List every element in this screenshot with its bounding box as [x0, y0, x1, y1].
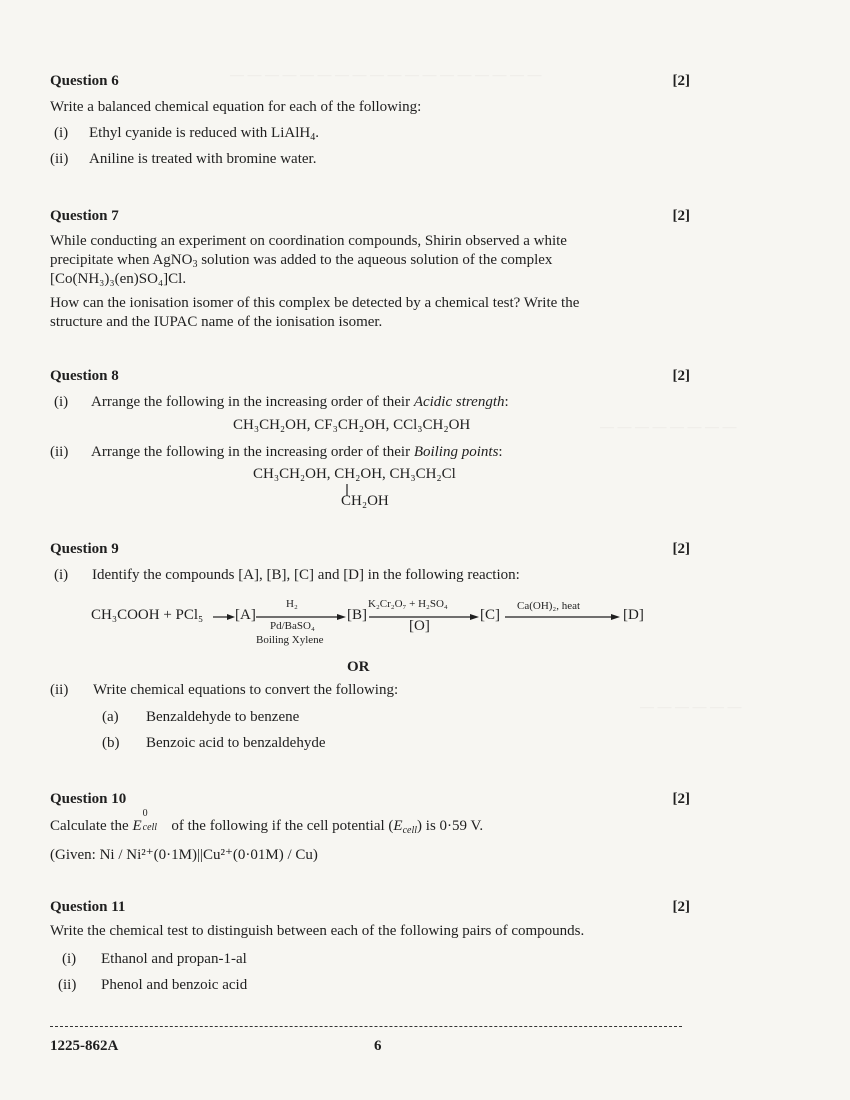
q8-i-number: (i) — [54, 394, 69, 410]
q8-i-text: Arrange the following in the increasing order of their Acidic strength: — [91, 394, 509, 410]
question-7-header — [50, 208, 690, 228]
question-10-title: Question 10 — [50, 791, 127, 807]
q8-ii-emphasis: Boiling points — [413, 444, 499, 460]
reaction-start: CH₃COOH + PCl₅ — [91, 607, 204, 623]
q9-ii-b-number: (b) — [102, 735, 120, 751]
q11-item-i-text: Ethanol and propan-1-al — [101, 951, 247, 967]
q10-e-subscript: cell — [142, 822, 158, 833]
q9-ii-a-number: (a) — [102, 709, 119, 725]
q11-item-ii-number: (ii) — [58, 977, 77, 993]
q10-e-symbol: E — [132, 818, 142, 834]
footer-page-number: 6 — [374, 1038, 382, 1054]
question-7-title: Question 7 — [50, 208, 119, 224]
q6-item-ii-text: Aniline is treated with bromine water. — [89, 151, 317, 167]
q9-ii-text: Write chemical equations to convert the following: — [93, 682, 399, 698]
q6-item-i-subscript: 4 — [310, 132, 316, 143]
q8-ii-compounds: CH₃CH₂OH, CH₂OH, CH₃CH₂Cl — [253, 466, 456, 482]
question-11-prompt: Write the chemical test to distinguish between each of the following pairs of compounds. — [50, 923, 585, 939]
question-7-line-2 — [50, 252, 552, 270]
reaction-C: [C] — [480, 607, 500, 623]
q7-line-2-b: solution was added to the aqueous solution of the complex — [197, 252, 553, 268]
reaction-step2-reagent: K₂Cr₂O₇ + H₂SO₄ — [368, 598, 448, 610]
q8-ii-prompt: Arrange the following in the increasing order of their — [91, 444, 414, 460]
question-7-line-4: How can the ionisation isomer of this complex be detected by a chemical test? Write the — [50, 295, 580, 311]
footer-paper-code: 1225-862A — [50, 1038, 119, 1054]
reaction-B: [B] — [347, 607, 367, 623]
q8-i-compounds: CH₃CH₂OH, CF₃CH₂OH, CCl₃CH₂OH — [233, 417, 471, 433]
reaction-step3-reagent: Ca(OH)₂, heat — [517, 600, 581, 612]
question-6-marks: [2] — [672, 73, 690, 89]
question-7-line-5: structure and the IUPAC name of the ionisation isomer. — [50, 314, 383, 330]
footer-rule — [50, 1026, 682, 1027]
question-6-header — [50, 73, 690, 93]
question-6-title: Question 6 — [50, 73, 119, 89]
reaction-step1-reagent: H₂ — [286, 598, 298, 610]
q10-text-c: ) is 0·59 V. — [417, 818, 484, 834]
question-11-title: Question 11 — [50, 899, 126, 915]
q9-i-text: Identify the compounds [A], [B], [C] and [D] in the following reaction: — [92, 567, 520, 583]
question-7-line-1: While conducting an experiment on coordination compounds, Shirin observed a white — [50, 233, 567, 249]
question-11-marks: [2] — [672, 899, 690, 915]
show-through-text: — — — — — — — — — [600, 420, 737, 435]
reaction-arrow-0 — [213, 614, 235, 620]
q7-line-2-subscript: 3 — [192, 259, 198, 270]
q10-text-a: Calculate the — [50, 818, 133, 834]
reaction-A: [A] — [235, 607, 256, 623]
q10-text-b: of the following if the cell potential ( — [167, 818, 394, 834]
question-8-marks: [2] — [672, 368, 690, 384]
q8-ii-number: (ii) — [50, 444, 69, 460]
q10-e-superscript: 0 — [142, 808, 148, 819]
question-11-header — [50, 899, 690, 919]
q11-item-i-number: (i) — [62, 951, 77, 967]
question-10-given: (Given: Ni / Ni²⁺(0·1M)||Cu²⁺(0·01M) / Cu) — [50, 847, 318, 863]
q10-e2-symbol: E — [393, 818, 403, 834]
q8-i-prompt: Arrange the following in the increasing order of their — [91, 394, 414, 410]
reaction-step1-catalyst: Pd/BaSO₄ — [270, 620, 315, 632]
reaction-D: [D] — [623, 607, 644, 623]
reaction-step2-oxidation: [O] — [409, 618, 430, 634]
q9-ii-b-text: Benzoic acid to benzaldehyde — [146, 735, 326, 751]
question-7-marks: [2] — [672, 208, 690, 224]
q6-item-i-text — [89, 125, 319, 143]
q6-item-ii-number: (ii) — [50, 151, 69, 167]
question-7-complex: [Co(NH₃)₃(en)SO₄]Cl. — [50, 271, 187, 287]
q9-i-number: (i) — [54, 567, 69, 583]
question-9-marks: [2] — [672, 541, 690, 557]
q9-or: OR — [347, 659, 370, 675]
q11-item-ii-text: Phenol and benzoic acid — [101, 977, 248, 993]
q7-line-2-a: precipitate when AgNO — [50, 252, 193, 268]
q6-item-i-end: . — [315, 125, 319, 141]
question-10-statement — [50, 808, 484, 836]
question-9-header — [50, 541, 690, 561]
question-8-header — [50, 368, 690, 388]
question-10-marks: [2] — [672, 791, 690, 807]
reaction-arrow-3 — [505, 614, 620, 620]
q6-item-i-number: (i) — [54, 125, 69, 141]
q9-ii-a-text: Benzaldehyde to benzene — [146, 709, 300, 725]
q6-item-i-main: Ethyl cyanide is reduced with LiAlH — [89, 125, 311, 141]
show-through-text: — — — — — — — [640, 700, 742, 715]
question-9-title: Question 9 — [50, 541, 119, 557]
question-6-prompt: Write a balanced chemical equation for each of the following: — [50, 99, 422, 115]
reaction-step1-solvent: Boiling Xylene — [256, 634, 324, 646]
q9-ii-number: (ii) — [50, 682, 69, 698]
show-through-text: — — — — — — — — — — — — — — — — — — — [230, 68, 542, 83]
q8-i-emphasis: Acidic strength — [413, 394, 505, 410]
q10-e2-subscript: cell — [402, 825, 418, 836]
question-8-title: Question 8 — [50, 368, 119, 384]
q8-ii-below: CH₂OH — [341, 493, 389, 509]
q8-ii-text: Arrange the following in the increasing order of their Boiling points: — [91, 444, 503, 460]
